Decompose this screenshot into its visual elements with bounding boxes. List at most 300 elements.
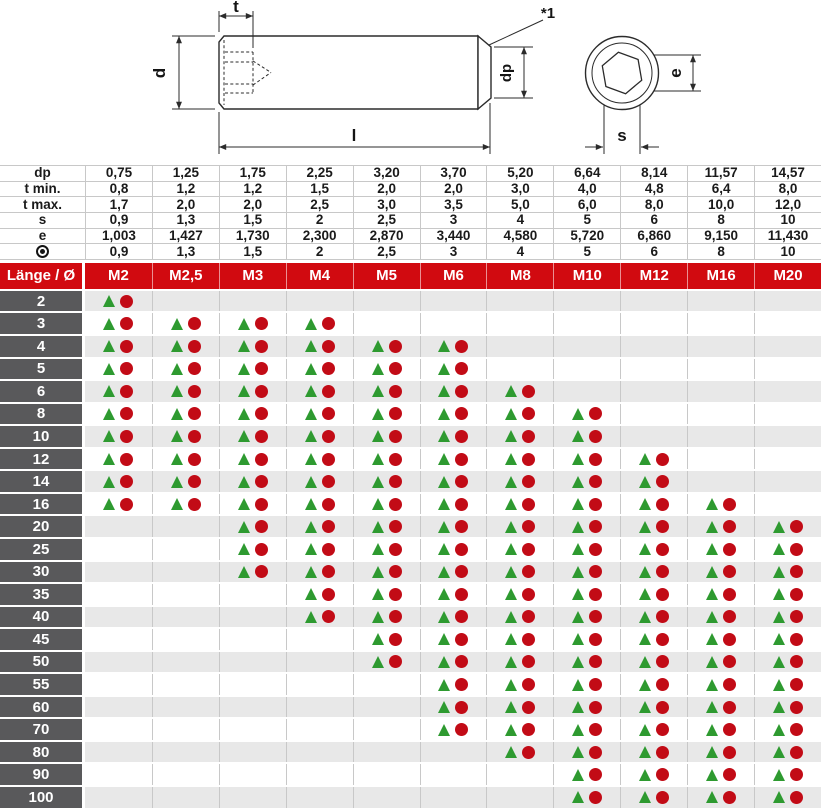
- triangle-icon: [372, 430, 384, 442]
- dot-icon: [255, 407, 268, 420]
- triangle-icon: [238, 385, 250, 397]
- availability-cell: [85, 742, 152, 763]
- triangle-icon: [438, 588, 450, 600]
- table-row: [0, 289, 821, 312]
- availability-cell: [353, 764, 420, 785]
- dot-icon: [656, 498, 669, 511]
- availability-cell: [754, 562, 821, 583]
- availability-cell: [553, 697, 620, 718]
- triangle-icon: [305, 385, 317, 397]
- availability-cell: [754, 764, 821, 785]
- triangle-icon: [639, 498, 651, 510]
- triangle-icon: [639, 656, 651, 668]
- dot-icon: [255, 565, 268, 578]
- triangle-icon: [505, 453, 517, 465]
- availability-cell: [687, 562, 754, 583]
- availability-cell: [152, 764, 219, 785]
- dimension-value: 2,0: [152, 197, 219, 212]
- dot-icon: [656, 565, 669, 578]
- triangle-icon: [773, 679, 785, 691]
- dimension-value: 4: [486, 213, 553, 228]
- availability-cell: [219, 719, 286, 740]
- availability-cell: [420, 584, 487, 605]
- column-header: M6: [420, 263, 487, 289]
- triangle-icon: [639, 588, 651, 600]
- triangle-icon: [706, 543, 718, 555]
- dot-icon: [455, 475, 468, 488]
- triangle-icon: [305, 566, 317, 578]
- triangle-icon: [438, 340, 450, 352]
- triangle-icon: [572, 588, 584, 600]
- availability-cell: [152, 674, 219, 695]
- triangle-icon: [773, 543, 785, 555]
- triangle-icon: [572, 791, 584, 803]
- table-row: [0, 334, 821, 357]
- triangle-icon: [505, 746, 517, 758]
- triangle-icon: [773, 769, 785, 781]
- triangle-icon: [372, 363, 384, 375]
- triangle-icon: [505, 476, 517, 488]
- column-header: M5: [353, 263, 420, 289]
- availability-cell: [420, 449, 487, 470]
- availability-cell: [353, 336, 420, 357]
- dot-icon: [790, 701, 803, 714]
- triangle-icon: [372, 340, 384, 352]
- triangle-icon: [773, 588, 785, 600]
- availability-cell: [486, 359, 553, 380]
- availability-cell: [754, 471, 821, 492]
- availability-cell: [486, 607, 553, 628]
- availability-cell: [486, 516, 553, 537]
- table-row: [0, 402, 821, 425]
- dot-icon: [389, 633, 402, 646]
- row-length-label: 12: [0, 449, 85, 470]
- dot-icon: [589, 588, 602, 601]
- availability-cell: [152, 516, 219, 537]
- dot-icon: [188, 453, 201, 466]
- availability-cell: [420, 359, 487, 380]
- availability-cell: [152, 313, 219, 334]
- availability-cell: [687, 742, 754, 763]
- availability-cell: [219, 471, 286, 492]
- availability-cell: [152, 607, 219, 628]
- triangle-icon: [706, 679, 718, 691]
- dot-icon: [656, 678, 669, 691]
- availability-cell: [353, 539, 420, 560]
- dot-icon: [255, 317, 268, 330]
- dot-icon: [589, 655, 602, 668]
- dot-icon: [322, 543, 335, 556]
- dot-icon: [656, 701, 669, 714]
- dot-icon: [322, 385, 335, 398]
- dot-icon: [455, 498, 468, 511]
- column-header: M20: [754, 263, 821, 289]
- triangle-icon: [438, 476, 450, 488]
- availability-cell: [152, 742, 219, 763]
- triangle-icon: [572, 611, 584, 623]
- triangle-icon: [438, 566, 450, 578]
- table-row: [0, 740, 821, 763]
- availability-cell: [486, 629, 553, 650]
- dimension-value: 3,0: [486, 182, 553, 197]
- dimension-value: 5,20: [486, 166, 553, 181]
- dot-icon: [790, 588, 803, 601]
- dimension-value: 4,580: [486, 229, 553, 244]
- triangle-icon: [706, 498, 718, 510]
- availability-cell: [620, 539, 687, 560]
- dimension-value: 4,8: [620, 182, 687, 197]
- availability-cell: [687, 336, 754, 357]
- dot-icon: [455, 430, 468, 443]
- table-row: [0, 492, 821, 515]
- triangle-icon: [171, 340, 183, 352]
- dot-icon: [589, 633, 602, 646]
- triangle-icon: [171, 498, 183, 510]
- dimension-label: e: [38, 227, 47, 243]
- row-length-label: 30: [0, 562, 85, 583]
- dot-icon: [589, 430, 602, 443]
- dot-icon: [589, 565, 602, 578]
- dot-icon: [790, 565, 803, 578]
- table-row: [0, 537, 821, 560]
- availability-cell: [85, 629, 152, 650]
- dot-icon: [389, 453, 402, 466]
- column-header: M12: [620, 263, 687, 289]
- triangle-icon: [572, 498, 584, 510]
- dimension-row: [0, 182, 821, 198]
- triangle-icon: [572, 521, 584, 533]
- dot-icon: [589, 746, 602, 759]
- triangle-icon: [305, 476, 317, 488]
- dimension-table: [0, 165, 821, 260]
- triangle-icon: [103, 295, 115, 307]
- dot-icon: [255, 385, 268, 398]
- dot-icon: [522, 723, 535, 736]
- availability-cell: [219, 516, 286, 537]
- dot-icon: [656, 746, 669, 759]
- triangle-icon: [572, 724, 584, 736]
- dot-icon: [255, 475, 268, 488]
- dot-icon: [322, 362, 335, 375]
- row-length-label: 6: [0, 381, 85, 402]
- availability-cell: [152, 381, 219, 402]
- row-length-label: 3: [0, 313, 85, 334]
- availability-cell: [286, 742, 353, 763]
- availability-cell: [219, 381, 286, 402]
- triangle-icon: [706, 521, 718, 533]
- dot-icon: [389, 565, 402, 578]
- availability-cell: [353, 629, 420, 650]
- availability-cell: [353, 697, 420, 718]
- dot-icon: [120, 498, 133, 511]
- dot-icon: [656, 791, 669, 804]
- column-header: M2: [108, 267, 129, 285]
- triangle-icon: [103, 385, 115, 397]
- dot-icon: [656, 610, 669, 623]
- dot-icon: [723, 655, 736, 668]
- availability-cell: [754, 381, 821, 402]
- dot-icon: [255, 453, 268, 466]
- availability-cell: [420, 291, 487, 312]
- availability-cell: [486, 652, 553, 673]
- triangle-icon: [238, 453, 250, 465]
- triangle-icon: [305, 430, 317, 442]
- triangle-icon: [438, 453, 450, 465]
- triangle-icon: [305, 408, 317, 420]
- availability-cell: [85, 516, 152, 537]
- dimension-value: 1,75: [219, 166, 286, 181]
- column-header: M4: [286, 263, 353, 289]
- availability-cell: [620, 584, 687, 605]
- dot-icon: [455, 678, 468, 691]
- triangle-icon: [305, 453, 317, 465]
- availability-cell: [152, 719, 219, 740]
- table-row: [0, 627, 821, 650]
- dot-icon: [790, 633, 803, 646]
- dimension-value: 1,2: [219, 182, 286, 197]
- availability-cell: [553, 381, 620, 402]
- availability-cell: [219, 539, 286, 560]
- availability-cell: [754, 516, 821, 537]
- column-header: M10: [553, 263, 620, 289]
- row-length-label: 70: [0, 719, 85, 740]
- dimension-value: 8,0: [620, 197, 687, 212]
- dot-icon: [522, 678, 535, 691]
- availability-cell: [754, 359, 821, 380]
- availability-cell: [486, 381, 553, 402]
- availability-cell: [420, 742, 487, 763]
- availability-cell: [286, 336, 353, 357]
- availability-cell: [286, 313, 353, 334]
- dim-label-d: d: [150, 67, 169, 79]
- availability-cell: [219, 449, 286, 470]
- availability-cell: [553, 719, 620, 740]
- availability-cell: [687, 607, 754, 628]
- availability-cell: [420, 607, 487, 628]
- triangle-icon: [305, 363, 317, 375]
- triangle-icon: [372, 385, 384, 397]
- triangle-icon: [639, 543, 651, 555]
- availability-cell: [553, 562, 620, 583]
- availability-cell: [687, 426, 754, 447]
- row-length-label: 90: [0, 764, 85, 785]
- availability-cell: [286, 674, 353, 695]
- availability-cell: [687, 404, 754, 425]
- availability-cell: [353, 607, 420, 628]
- table-row: [0, 762, 821, 785]
- dot-icon: [322, 453, 335, 466]
- dot-icon: [455, 633, 468, 646]
- availability-cell: [754, 449, 821, 470]
- dimension-value: 3,0: [353, 197, 420, 212]
- triangle-icon: [238, 363, 250, 375]
- availability-cell: [687, 539, 754, 560]
- availability-cell: [620, 381, 687, 402]
- dot-icon: [322, 340, 335, 353]
- dim-label-t: t: [233, 0, 239, 16]
- availability-cell: [620, 742, 687, 763]
- availability-cell: [687, 494, 754, 515]
- availability-cell: [219, 404, 286, 425]
- availability-cell: [620, 674, 687, 695]
- dot-icon: [522, 746, 535, 759]
- dot-icon: [120, 317, 133, 330]
- availability-cell: [152, 404, 219, 425]
- table-row: [0, 605, 821, 628]
- availability-cell: [553, 336, 620, 357]
- triangle-icon: [171, 408, 183, 420]
- triangle-icon: [639, 679, 651, 691]
- triangle-icon: [171, 363, 183, 375]
- availability-cell: [219, 742, 286, 763]
- row-length-label: 40: [0, 607, 85, 628]
- availability-cell: [353, 404, 420, 425]
- availability-cell: [687, 629, 754, 650]
- availability-cell: [754, 336, 821, 357]
- matrix-header: [0, 263, 821, 289]
- availability-cell: [420, 381, 487, 402]
- dot-icon: [389, 543, 402, 556]
- dimension-value: 3,5: [420, 197, 487, 212]
- dimension-value: 9,150: [687, 229, 754, 244]
- triangle-icon: [706, 588, 718, 600]
- availability-cell: [286, 516, 353, 537]
- availability-cell: [553, 404, 620, 425]
- triangle-icon: [171, 430, 183, 442]
- dot-icon: [656, 655, 669, 668]
- dot-icon: [455, 701, 468, 714]
- availability-cell: [85, 787, 152, 808]
- triangle-icon: [103, 318, 115, 330]
- dimension-value: 12,0: [754, 197, 821, 212]
- dot-icon: [522, 543, 535, 556]
- dimension-value: 2,5: [286, 197, 353, 212]
- availability-cell: [620, 471, 687, 492]
- triangle-icon: [505, 656, 517, 668]
- dimension-value: 1,3: [152, 213, 219, 228]
- availability-cell: [219, 426, 286, 447]
- availability-cell: [219, 787, 286, 808]
- triangle-icon: [572, 656, 584, 668]
- dot-icon: [522, 385, 535, 398]
- availability-cell: [553, 787, 620, 808]
- availability-cell: [620, 516, 687, 537]
- triangle-icon: [103, 453, 115, 465]
- triangle-icon: [438, 543, 450, 555]
- dot-icon: [322, 520, 335, 533]
- triangle-icon: [639, 566, 651, 578]
- availability-cell: [85, 697, 152, 718]
- availability-cell: [85, 359, 152, 380]
- dot-icon: [656, 453, 669, 466]
- availability-cell: [286, 404, 353, 425]
- availability-cell: [486, 336, 553, 357]
- availability-cell: [286, 652, 353, 673]
- dot-icon: [589, 701, 602, 714]
- dot-icon: [790, 610, 803, 623]
- dot-icon: [322, 610, 335, 623]
- availability-cell: [85, 607, 152, 628]
- triangle-icon: [438, 385, 450, 397]
- triangle-icon: [773, 724, 785, 736]
- triangle-icon: [572, 476, 584, 488]
- triangle-icon: [438, 521, 450, 533]
- availability-cell: [420, 652, 487, 673]
- availability-cell: [420, 313, 487, 334]
- triangle-icon: [639, 724, 651, 736]
- dot-icon: [455, 385, 468, 398]
- corner-header: Länge / Ø: [0, 263, 85, 289]
- triangle-icon: [706, 791, 718, 803]
- availability-cell: [687, 313, 754, 334]
- triangle-icon: [773, 656, 785, 668]
- availability-cell: [553, 449, 620, 470]
- dot-icon: [120, 407, 133, 420]
- dimension-value: 2,0: [420, 182, 487, 197]
- triangle-icon: [238, 408, 250, 420]
- availability-cell: [687, 697, 754, 718]
- dot-icon: [455, 610, 468, 623]
- availability-cell: [85, 381, 152, 402]
- table-row: [0, 785, 821, 808]
- availability-cell: [754, 742, 821, 763]
- triangle-icon: [505, 701, 517, 713]
- row-length-label: 5: [0, 359, 85, 380]
- availability-cell: [687, 787, 754, 808]
- availability-cell: [620, 449, 687, 470]
- technical-drawing: [0, 0, 821, 165]
- availability-cell: [553, 516, 620, 537]
- availability-cell: [553, 764, 620, 785]
- availability-cell: [486, 291, 553, 312]
- triangle-icon: [639, 791, 651, 803]
- dimension-value: 5: [553, 244, 620, 259]
- availability-cell: [152, 494, 219, 515]
- triangle-icon: [171, 453, 183, 465]
- dot-icon: [322, 430, 335, 443]
- availability-cell: [486, 471, 553, 492]
- dimension-value: 4: [486, 244, 553, 259]
- availability-cell: [553, 584, 620, 605]
- triangle-icon: [438, 633, 450, 645]
- availability-cell: [286, 719, 353, 740]
- availability-cell: [620, 607, 687, 628]
- availability-cell: [152, 471, 219, 492]
- table-row: [0, 424, 821, 447]
- availability-cell: [420, 719, 487, 740]
- availability-cell: [486, 426, 553, 447]
- dot-icon: [455, 723, 468, 736]
- availability-cell: [219, 359, 286, 380]
- dot-icon: [589, 723, 602, 736]
- dot-icon: [389, 407, 402, 420]
- dimension-value: 1,730: [219, 229, 286, 244]
- dim-label-s: s: [617, 126, 627, 145]
- availability-cell: [219, 291, 286, 312]
- dimension-value: 0,9: [85, 244, 152, 259]
- availability-cell: [85, 336, 152, 357]
- dot-icon: [120, 295, 133, 308]
- triangle-icon: [305, 318, 317, 330]
- screw-side-view: [219, 36, 491, 109]
- column-header: M3: [219, 263, 286, 289]
- dot-icon: [322, 475, 335, 488]
- availability-cell: [687, 516, 754, 537]
- availability-cell: [286, 359, 353, 380]
- dot-icon: [522, 453, 535, 466]
- availability-cell: [687, 652, 754, 673]
- triangle-icon: [372, 408, 384, 420]
